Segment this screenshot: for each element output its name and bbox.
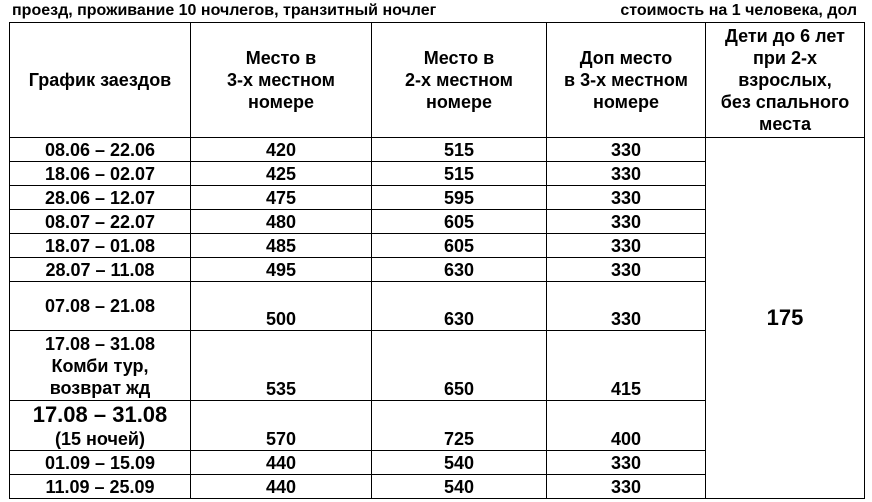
cell-double: 540 bbox=[372, 475, 547, 499]
cell-double: 650 bbox=[372, 331, 547, 401]
cell-double: 605 bbox=[372, 234, 547, 258]
header-triple: Место в 3-х местном номере bbox=[191, 23, 372, 138]
cell-extra: 330 bbox=[547, 138, 706, 162]
cell-double: 515 bbox=[372, 162, 547, 186]
cell-dates: 01.09 – 15.09 bbox=[10, 451, 191, 475]
cell-dates: 28.06 – 12.07 bbox=[10, 186, 191, 210]
cell-dates: 08.07 – 22.07 bbox=[10, 210, 191, 234]
cell-triple: 495 bbox=[191, 258, 372, 282]
cell-extra: 330 bbox=[547, 234, 706, 258]
cell-dates: 11.09 – 25.09 bbox=[10, 475, 191, 499]
cell-extra: 330 bbox=[547, 210, 706, 234]
cell-dates: 17.08 – 31.08 (15 ночей) bbox=[10, 401, 191, 451]
cell-double: 605 bbox=[372, 210, 547, 234]
header-extra: Доп место в 3-х местном номере bbox=[547, 23, 706, 138]
cell-double: 515 bbox=[372, 138, 547, 162]
cell-children-price: 175 bbox=[706, 138, 865, 499]
cell-double: 595 bbox=[372, 186, 547, 210]
cell-triple: 500 bbox=[191, 282, 372, 331]
cell-double: 725 bbox=[372, 401, 547, 451]
cell-double: 630 bbox=[372, 258, 547, 282]
cell-triple: 475 bbox=[191, 186, 372, 210]
caption-left: проезд, проживание 10 ночлегов, транзитный ночлег bbox=[12, 2, 437, 19]
header-children: Дети до 6 лет при 2-х взрослых, без спального места bbox=[706, 23, 865, 138]
price-table bbox=[9, 22, 865, 499]
cell-triple: 420 bbox=[191, 138, 372, 162]
cell-extra: 330 bbox=[547, 186, 706, 210]
header-double: Место в 2-х местном номере bbox=[372, 23, 547, 138]
cell-triple: 440 bbox=[191, 451, 372, 475]
cell-dates: 18.07 – 01.08 bbox=[10, 234, 191, 258]
header-schedule: График заездов bbox=[10, 23, 191, 138]
cell-extra: 330 bbox=[547, 451, 706, 475]
cell-extra: 415 bbox=[547, 331, 706, 401]
cell-dates: 07.08 – 21.08 bbox=[10, 282, 191, 331]
cell-dates: 17.08 – 31.08 Комби тур, возврат жд bbox=[10, 331, 191, 401]
cell-triple: 535 bbox=[191, 331, 372, 401]
cell-triple: 485 bbox=[191, 234, 372, 258]
cell-extra: 330 bbox=[547, 475, 706, 499]
cell-triple: 425 bbox=[191, 162, 372, 186]
cell-double: 630 bbox=[372, 282, 547, 331]
header-row bbox=[10, 23, 865, 138]
cell-triple: 480 bbox=[191, 210, 372, 234]
table-row bbox=[10, 138, 865, 162]
caption-right: стоимость на 1 человека, дол bbox=[620, 2, 857, 19]
cell-dates: 28.07 – 11.08 bbox=[10, 258, 191, 282]
cell-triple: 440 bbox=[191, 475, 372, 499]
cell-extra: 330 bbox=[547, 282, 706, 331]
cell-extra: 330 bbox=[547, 162, 706, 186]
cell-double: 540 bbox=[372, 451, 547, 475]
cell-triple: 570 bbox=[191, 401, 372, 451]
cell-extra: 400 bbox=[547, 401, 706, 451]
cell-dates: 18.06 – 02.07 bbox=[10, 162, 191, 186]
cell-dates: 08.06 – 22.06 bbox=[10, 138, 191, 162]
cell-extra: 330 bbox=[547, 258, 706, 282]
